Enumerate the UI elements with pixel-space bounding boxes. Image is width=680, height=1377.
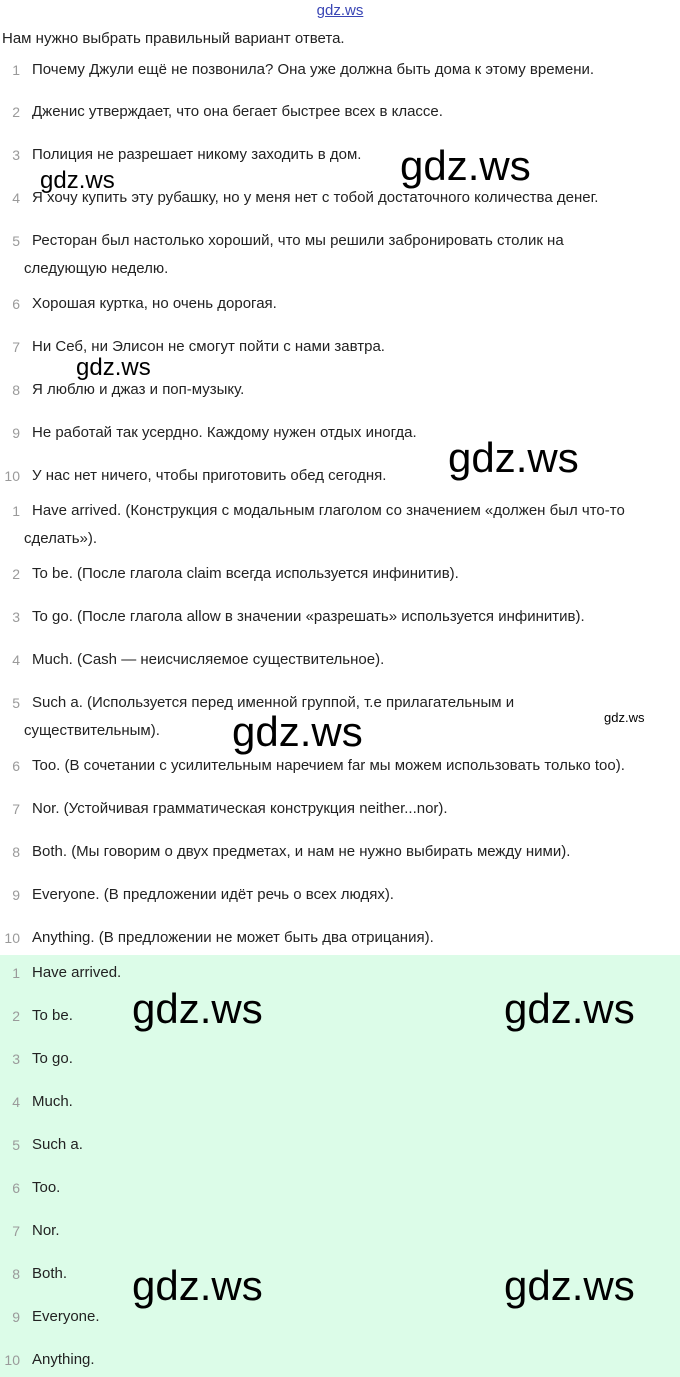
watermark: gdz.ws [400,142,531,189]
watermark: gdz.ws [40,167,115,194]
item-text: Я хочу купить эту рубашку, но у меня нет с тобой достаточного количества денег. [32,189,599,206]
item-text: Полиция не разрешает никому заходить в дом. [32,146,362,163]
item-text: Too. (В сочетании с усилительным наречием far мы можем использовать только too). [32,757,625,774]
item-number: 7 [12,801,20,817]
item-number: 3 [12,147,20,163]
item-number: 9 [12,425,20,441]
watermark: gdz.ws [132,1262,263,1309]
item-text: Anything. (В предложении не может быть два отрицания). [32,929,434,946]
item-text: Both. [32,1265,68,1282]
item-text: Everyone. (В предложении идёт речь о всех людях). [32,886,394,903]
item-text: Much. [32,1093,73,1110]
item-text: Too. [32,1179,61,1196]
item-text: сделать»). [24,530,98,547]
item-text: Nor. [32,1222,60,1239]
item-text: Such a. [32,1136,83,1153]
watermark: gdz.ws [76,354,151,381]
item-number: 9 [12,887,20,903]
item-number: 10 [4,468,20,484]
item-number: 8 [12,382,20,398]
item-text: Anything. [32,1351,95,1368]
item-number: 4 [12,190,20,206]
item-text: Ресторан был настолько хороший, что мы решили забронировать столик на [32,232,564,249]
item-text: Дженис утверждает, что она бегает быстрее всех в классе. [32,103,443,120]
item-text: Не работай так усердно. Каждому нужен отдых иногда. [32,424,417,441]
item-number: 5 [12,233,20,249]
item-number: 2 [12,104,20,120]
item-number: 4 [12,652,20,668]
item-text: Have arrived. [32,964,122,981]
item-text: To go. [32,1050,73,1067]
item-number: 2 [12,566,20,582]
item-number: 1 [12,62,20,78]
site-header-link[interactable]: gdz.ws [316,2,364,19]
watermark: gdz.ws [448,434,579,481]
watermark: gdz.ws [132,985,263,1032]
item-number: 6 [12,296,20,312]
item-number: 6 [12,1180,20,1196]
intro-text: Нам нужно выбрать правильный вариант ответа. [2,30,345,47]
item-text: Я люблю и джаз и поп-музыку. [32,381,245,398]
item-number: 10 [4,1352,20,1368]
item-text: Both. (Мы говорим о двух предметах, и нам не нужно выбирать между ними). [32,843,571,860]
item-number: 1 [12,503,20,519]
item-number: 6 [12,758,20,774]
item-number: 1 [12,965,20,981]
item-text: Nor. (Устойчивая грамматическая конструкция neither...nor). [32,800,448,817]
item-text: Such a. (Используется перед именной группой, т.е прилагательным и [32,694,515,711]
item-text: Have arrived. (Конструкция с модальным глаголом со значением «должен был что-то [32,502,625,519]
item-number: 8 [12,1266,20,1282]
item-number: 7 [12,339,20,355]
item-text: Everyone. [32,1308,100,1325]
item-text: Much. (Cash — неисчисляемое существительное). [32,651,385,668]
watermark: gdz.ws [232,708,363,755]
item-number: 5 [12,1137,20,1153]
item-text: Хорошая куртка, но очень дорогая. [32,295,277,312]
item-text: У нас нет ничего, чтобы приготовить обед сегодня. [32,467,387,484]
item-text: следующую неделю. [24,260,169,277]
watermark: gdz.ws [604,710,645,725]
item-text: Почему Джули ещё не позвонила? Она уже должна быть дома к этому времени. [32,61,595,78]
item-number: 9 [12,1309,20,1325]
item-number: 3 [12,609,20,625]
item-number: 3 [12,1051,20,1067]
item-text: To be. (После глагола claim всегда используется инфинитив). [32,565,459,582]
item-text: существительным). [24,722,160,739]
item-number: 2 [12,1008,20,1024]
item-number: 10 [4,930,20,946]
watermark: gdz.ws [504,1262,635,1309]
item-number: 7 [12,1223,20,1239]
item-text: Ни Себ, ни Элисон не смогут пойти с нами завтра. [32,338,385,355]
item-number: 4 [12,1094,20,1110]
item-text: To go. (После глагола allow в значении «разрешать» используется инфинитив). [32,608,585,625]
item-number: 5 [12,695,20,711]
item-text: To be. [32,1007,73,1024]
watermark: gdz.ws [504,985,635,1032]
item-number: 8 [12,844,20,860]
